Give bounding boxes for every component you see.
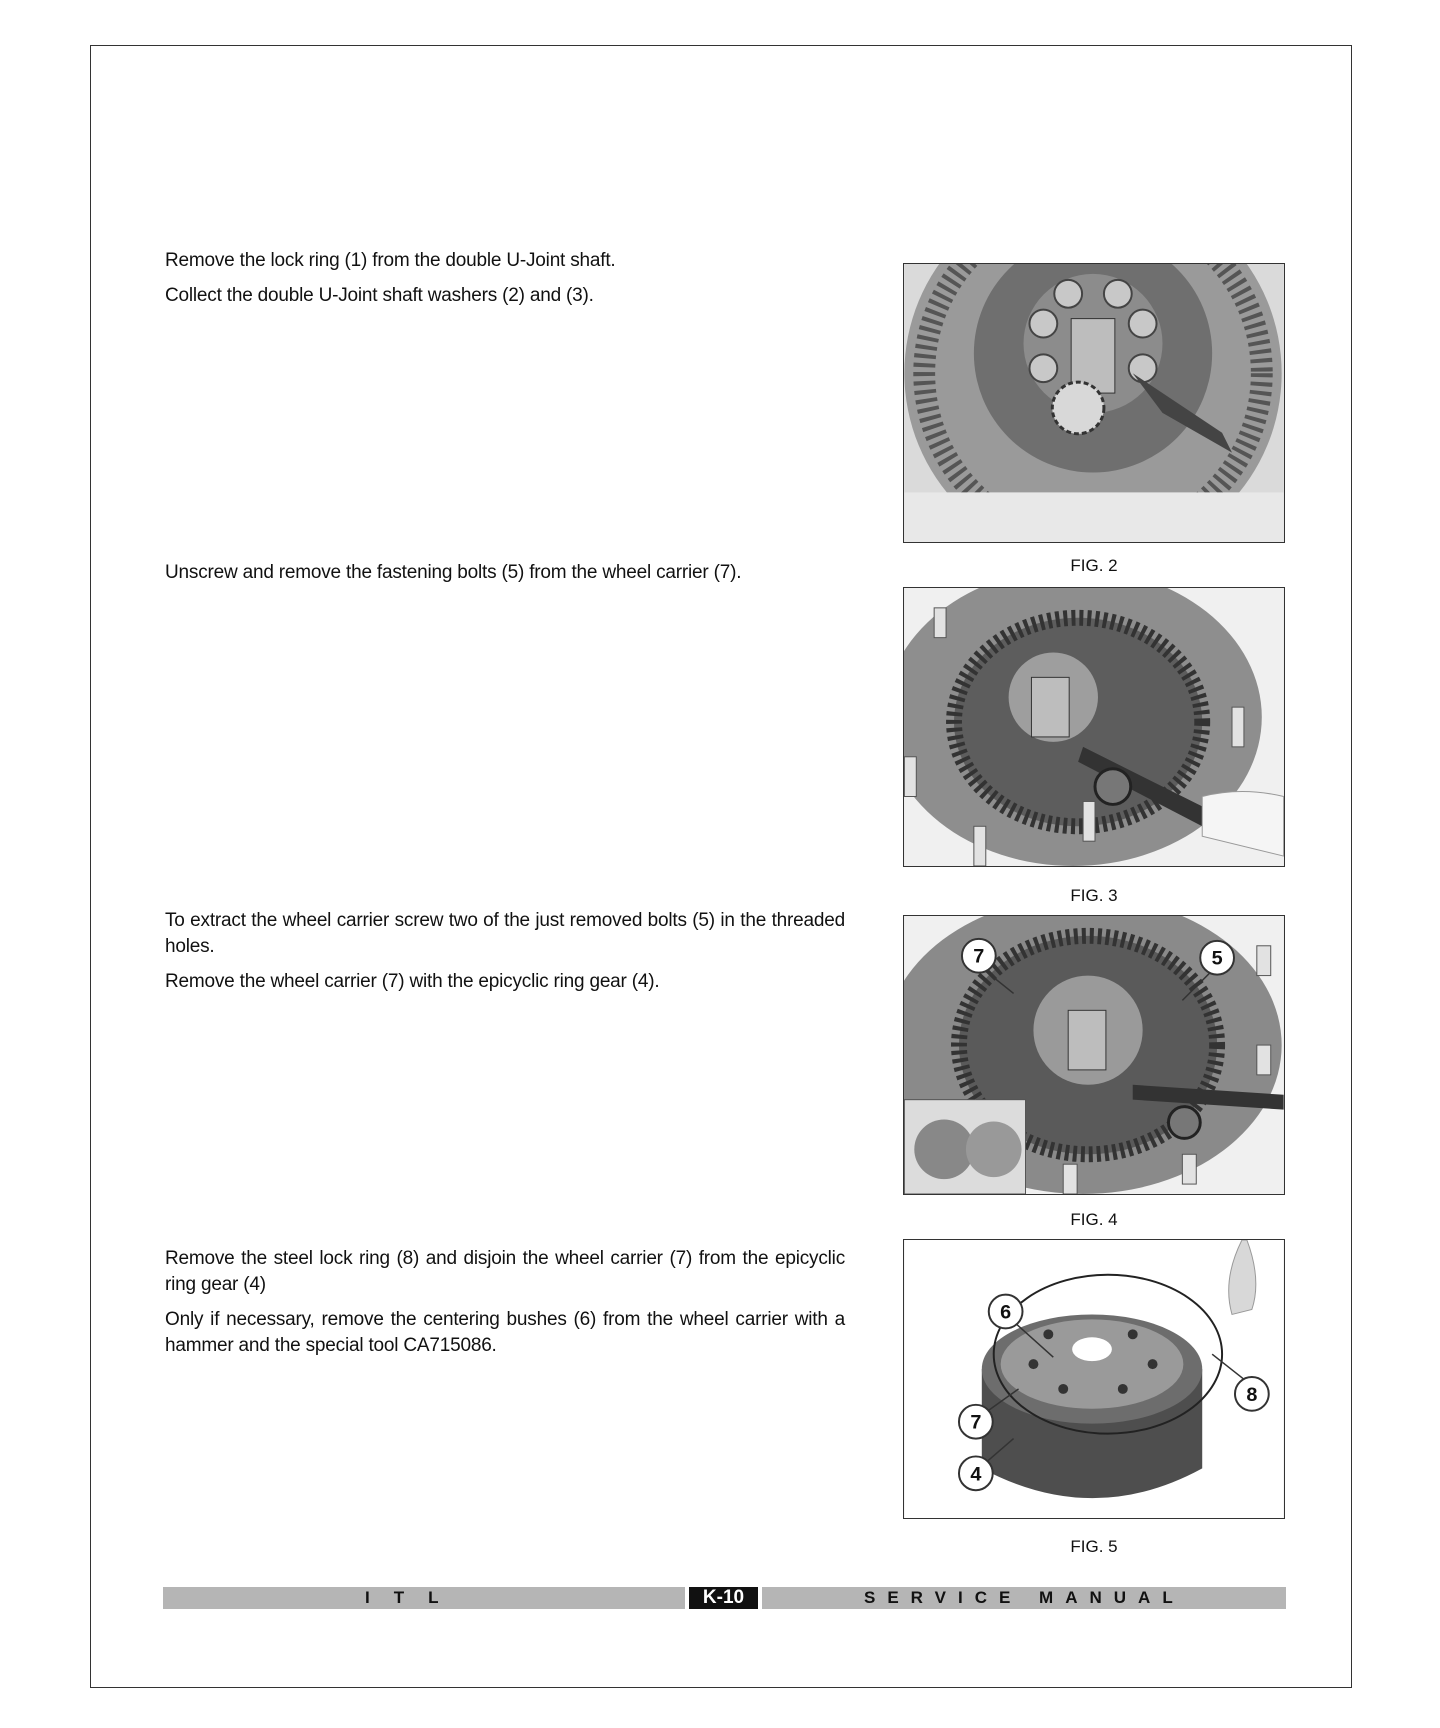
callout-label: 7 bbox=[973, 945, 985, 968]
instruction-text: Collect the double U-Joint shaft washers (2) and (3). bbox=[165, 285, 594, 306]
instruction-text: Unscrew and remove the fastening bolts (5) from the wheel carrier (7). bbox=[165, 562, 742, 583]
footer-right-bar bbox=[762, 1587, 1286, 1609]
instruction-text: Only if necessary, remove the centering bushes (6) from the wheel carrier with a hammer and the special tool CA715086. bbox=[165, 1309, 845, 1356]
figure-caption: FIG. 4 bbox=[1070, 1210, 1118, 1229]
footer-left-bar bbox=[163, 1587, 685, 1609]
wheel-hub-wrench-illustration bbox=[904, 588, 1284, 866]
wheel-carrier-illustration bbox=[904, 916, 1284, 1194]
figure-caption: FIG. 5 bbox=[1070, 1537, 1118, 1556]
callout-label: 5 bbox=[1211, 947, 1223, 970]
callout-label: 6 bbox=[1000, 1301, 1012, 1324]
gear-hub-illustration bbox=[904, 264, 1284, 542]
instruction-block-4 bbox=[165, 1246, 845, 1368]
figure-2-photo bbox=[903, 263, 1285, 543]
instruction-block-2 bbox=[165, 560, 845, 595]
footer-manual-title: SERVICE MANUAL bbox=[864, 1588, 1185, 1607]
instruction-text: Remove the wheel carrier (7) with the epicyclic ring gear (4). bbox=[165, 971, 660, 992]
figure-4-photo bbox=[903, 915, 1285, 1195]
instruction-text: To extract the wheel carrier screw two of the just removed bolts (5) in the threaded holes. bbox=[165, 910, 845, 957]
callout-label: 8 bbox=[1246, 1383, 1258, 1406]
callout-label: 7 bbox=[970, 1411, 982, 1434]
figure-caption: FIG. 3 bbox=[1070, 886, 1118, 905]
footer-company: ITL bbox=[365, 1588, 463, 1607]
instruction-text: Remove the steel lock ring (8) and disjoin the wheel carrier (7) from the epicyclic ring gear (4) bbox=[165, 1248, 845, 1295]
instruction-text: Remove the lock ring (1) from the double U-Joint shaft. bbox=[165, 250, 616, 271]
figure-5-photo bbox=[903, 1239, 1285, 1519]
instruction-block-3 bbox=[165, 908, 845, 1004]
figure-caption: FIG. 2 bbox=[1070, 556, 1118, 575]
callout-label: 4 bbox=[970, 1463, 982, 1486]
ring-gear-carrier-illustration bbox=[904, 1240, 1284, 1518]
page-number: K-10 bbox=[689, 1587, 758, 1609]
instruction-block-1 bbox=[165, 248, 845, 318]
figure-3-photo bbox=[903, 587, 1285, 867]
